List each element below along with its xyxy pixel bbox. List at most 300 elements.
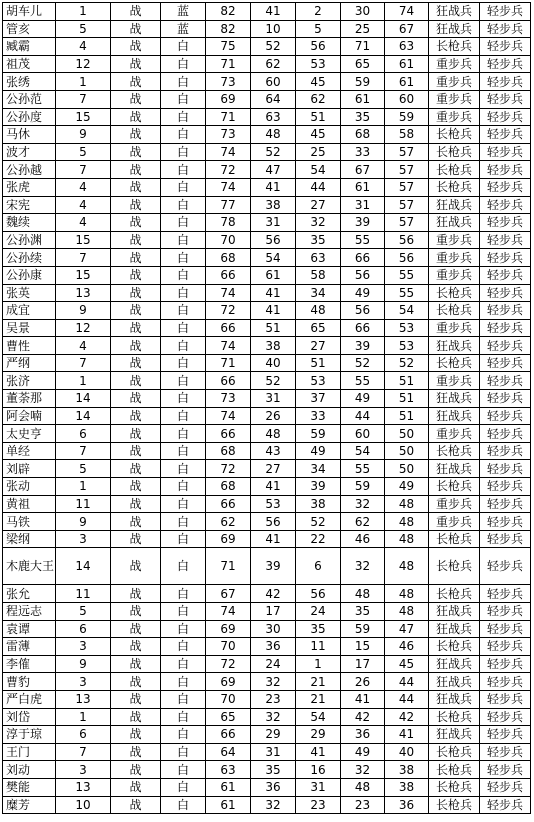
stat-3-cell: 56: [296, 38, 341, 56]
general-stats-table: [2, 2, 531, 814]
stat-3-cell: 54: [296, 708, 341, 726]
stat-2-cell: 32: [251, 673, 296, 691]
stat-4-cell: 46: [341, 530, 385, 548]
stat-3-cell: 1: [296, 655, 341, 673]
type-cell: 战: [111, 460, 161, 478]
name-cell: 马休: [3, 126, 56, 144]
stat-2-cell: 30: [251, 620, 296, 638]
stat-2-cell: 52: [251, 372, 296, 390]
stat-1-cell: 74: [206, 337, 251, 355]
troop-cell: 长枪兵: [429, 302, 480, 320]
type-cell: 战: [111, 214, 161, 232]
stat-5-cell: 59: [385, 108, 429, 126]
infantry-cell: 轻步兵: [480, 390, 531, 408]
number-cell: 5: [56, 460, 111, 478]
stat-1-cell: 71: [206, 548, 251, 585]
stat-5-cell: 44: [385, 690, 429, 708]
infantry-cell: 轻步兵: [480, 690, 531, 708]
type-cell: 战: [111, 266, 161, 284]
color-cell: 白: [161, 726, 206, 744]
name-cell: 马铁: [3, 513, 56, 531]
stat-5-cell: 53: [385, 319, 429, 337]
stat-5-cell: 57: [385, 161, 429, 179]
table-row: [3, 513, 531, 531]
stat-1-cell: 71: [206, 108, 251, 126]
stat-4-cell: 59: [341, 478, 385, 496]
infantry-cell: 轻步兵: [480, 708, 531, 726]
table-row: [3, 231, 531, 249]
stat-1-cell: 64: [206, 743, 251, 761]
color-cell: 白: [161, 143, 206, 161]
stat-1-cell: 74: [206, 284, 251, 302]
table-row: [3, 726, 531, 744]
infantry-cell: 轻步兵: [480, 673, 531, 691]
stat-4-cell: 41: [341, 690, 385, 708]
troop-cell: 长枪兵: [429, 761, 480, 779]
type-cell: 战: [111, 673, 161, 691]
stat-2-cell: 48: [251, 425, 296, 443]
type-cell: 战: [111, 126, 161, 144]
name-cell: 阿会喃: [3, 407, 56, 425]
name-cell: 公孙度: [3, 108, 56, 126]
table-row: [3, 620, 531, 638]
stat-5-cell: 50: [385, 442, 429, 460]
infantry-cell: 轻步兵: [480, 284, 531, 302]
stat-5-cell: 47: [385, 620, 429, 638]
troop-cell: 重步兵: [429, 319, 480, 337]
number-cell: 9: [56, 513, 111, 531]
color-cell: 白: [161, 655, 206, 673]
stat-4-cell: 48: [341, 585, 385, 603]
stat-4-cell: 33: [341, 143, 385, 161]
stat-3-cell: 41: [296, 743, 341, 761]
table-row: [3, 161, 531, 179]
color-cell: 蓝: [161, 3, 206, 21]
type-cell: 战: [111, 73, 161, 91]
type-cell: 战: [111, 143, 161, 161]
troop-cell: 长枪兵: [429, 38, 480, 56]
type-cell: 战: [111, 548, 161, 585]
stat-2-cell: 51: [251, 319, 296, 337]
troop-cell: 重步兵: [429, 249, 480, 267]
infantry-cell: 轻步兵: [480, 231, 531, 249]
stat-1-cell: 74: [206, 143, 251, 161]
infantry-cell: 轻步兵: [480, 249, 531, 267]
stat-5-cell: 67: [385, 20, 429, 38]
number-cell: 3: [56, 530, 111, 548]
type-cell: 战: [111, 638, 161, 656]
stat-4-cell: 61: [341, 178, 385, 196]
type-cell: 战: [111, 231, 161, 249]
table-row: [3, 337, 531, 355]
name-cell: 李傕: [3, 655, 56, 673]
troop-cell: 长枪兵: [429, 126, 480, 144]
infantry-cell: 轻步兵: [480, 90, 531, 108]
table-row: [3, 126, 531, 144]
stat-3-cell: 45: [296, 73, 341, 91]
stat-1-cell: 68: [206, 478, 251, 496]
number-cell: 11: [56, 585, 111, 603]
stat-1-cell: 66: [206, 266, 251, 284]
stat-5-cell: 58: [385, 126, 429, 144]
infantry-cell: 轻步兵: [480, 214, 531, 232]
color-cell: 白: [161, 708, 206, 726]
type-cell: 战: [111, 337, 161, 355]
number-cell: 12: [56, 319, 111, 337]
stat-2-cell: 40: [251, 354, 296, 372]
stat-5-cell: 55: [385, 266, 429, 284]
stat-4-cell: 68: [341, 126, 385, 144]
stat-5-cell: 49: [385, 478, 429, 496]
stat-2-cell: 41: [251, 3, 296, 21]
table-row: [3, 407, 531, 425]
stat-5-cell: 56: [385, 231, 429, 249]
stat-1-cell: 61: [206, 796, 251, 814]
troop-cell: 狂战兵: [429, 390, 480, 408]
stat-1-cell: 61: [206, 778, 251, 796]
name-cell: 公孙范: [3, 90, 56, 108]
stat-2-cell: 48: [251, 126, 296, 144]
table-row: [3, 55, 531, 73]
stat-1-cell: 68: [206, 249, 251, 267]
type-cell: 战: [111, 196, 161, 214]
type-cell: 战: [111, 90, 161, 108]
name-cell: 公孙渊: [3, 231, 56, 249]
stat-3-cell: 33: [296, 407, 341, 425]
color-cell: 白: [161, 354, 206, 372]
troop-cell: 狂战兵: [429, 655, 480, 673]
stat-1-cell: 71: [206, 55, 251, 73]
number-cell: 9: [56, 126, 111, 144]
table-row: [3, 3, 531, 21]
name-cell: 梁纲: [3, 530, 56, 548]
type-cell: 战: [111, 302, 161, 320]
type-cell: 战: [111, 390, 161, 408]
stat-4-cell: 31: [341, 196, 385, 214]
infantry-cell: 轻步兵: [480, 143, 531, 161]
number-cell: 15: [56, 231, 111, 249]
name-cell: 董荼那: [3, 390, 56, 408]
stat-2-cell: 62: [251, 55, 296, 73]
type-cell: 战: [111, 495, 161, 513]
stat-2-cell: 61: [251, 266, 296, 284]
stat-4-cell: 15: [341, 638, 385, 656]
stat-3-cell: 6: [296, 548, 341, 585]
type-cell: 战: [111, 655, 161, 673]
color-cell: 白: [161, 425, 206, 443]
number-cell: 9: [56, 655, 111, 673]
number-cell: 12: [56, 55, 111, 73]
stat-3-cell: 51: [296, 354, 341, 372]
troop-cell: 长枪兵: [429, 143, 480, 161]
stat-2-cell: 43: [251, 442, 296, 460]
number-cell: 7: [56, 161, 111, 179]
stat-1-cell: 70: [206, 231, 251, 249]
number-cell: 4: [56, 178, 111, 196]
table-row: [3, 778, 531, 796]
stat-4-cell: 35: [341, 108, 385, 126]
number-cell: 4: [56, 38, 111, 56]
stat-2-cell: 23: [251, 690, 296, 708]
stat-2-cell: 42: [251, 585, 296, 603]
type-cell: 战: [111, 761, 161, 779]
stat-3-cell: 2: [296, 3, 341, 21]
infantry-cell: 轻步兵: [480, 161, 531, 179]
stat-5-cell: 60: [385, 90, 429, 108]
infantry-cell: 轻步兵: [480, 55, 531, 73]
stat-5-cell: 38: [385, 761, 429, 779]
stat-1-cell: 69: [206, 530, 251, 548]
stat-2-cell: 29: [251, 726, 296, 744]
stat-4-cell: 66: [341, 249, 385, 267]
infantry-cell: 轻步兵: [480, 337, 531, 355]
table-row: [3, 108, 531, 126]
stat-4-cell: 49: [341, 390, 385, 408]
number-cell: 1: [56, 372, 111, 390]
stat-5-cell: 56: [385, 249, 429, 267]
stat-3-cell: 53: [296, 55, 341, 73]
stat-2-cell: 56: [251, 513, 296, 531]
name-cell: 张虎: [3, 178, 56, 196]
color-cell: 白: [161, 266, 206, 284]
table-row: [3, 530, 531, 548]
type-cell: 战: [111, 620, 161, 638]
number-cell: 3: [56, 638, 111, 656]
name-cell: 管亥: [3, 20, 56, 38]
number-cell: 4: [56, 196, 111, 214]
color-cell: 白: [161, 249, 206, 267]
number-cell: 1: [56, 73, 111, 91]
infantry-cell: 轻步兵: [480, 38, 531, 56]
type-cell: 战: [111, 425, 161, 443]
number-cell: 3: [56, 673, 111, 691]
infantry-cell: 轻步兵: [480, 585, 531, 603]
troop-cell: 狂战兵: [429, 460, 480, 478]
number-cell: 7: [56, 743, 111, 761]
infantry-cell: 轻步兵: [480, 196, 531, 214]
infantry-cell: 轻步兵: [480, 761, 531, 779]
number-cell: 5: [56, 143, 111, 161]
stat-2-cell: 32: [251, 796, 296, 814]
name-cell: 袁谭: [3, 620, 56, 638]
stat-1-cell: 66: [206, 726, 251, 744]
stat-4-cell: 32: [341, 495, 385, 513]
name-cell: 公孙康: [3, 266, 56, 284]
stat-1-cell: 72: [206, 161, 251, 179]
stat-5-cell: 48: [385, 585, 429, 603]
table-row: [3, 73, 531, 91]
stat-1-cell: 74: [206, 407, 251, 425]
table-row: [3, 495, 531, 513]
number-cell: 5: [56, 20, 111, 38]
type-cell: 战: [111, 284, 161, 302]
name-cell: 木鹿大王: [3, 548, 56, 585]
infantry-cell: 轻步兵: [480, 407, 531, 425]
infantry-cell: 轻步兵: [480, 638, 531, 656]
infantry-cell: 轻步兵: [480, 655, 531, 673]
color-cell: 白: [161, 161, 206, 179]
stat-4-cell: 49: [341, 284, 385, 302]
stat-1-cell: 73: [206, 390, 251, 408]
number-cell: 14: [56, 548, 111, 585]
stat-2-cell: 56: [251, 231, 296, 249]
name-cell: 淳于琼: [3, 726, 56, 744]
stat-5-cell: 50: [385, 425, 429, 443]
type-cell: 战: [111, 530, 161, 548]
color-cell: 白: [161, 407, 206, 425]
stat-3-cell: 27: [296, 196, 341, 214]
table-row: [3, 603, 531, 621]
color-cell: 白: [161, 55, 206, 73]
number-cell: 3: [56, 761, 111, 779]
table-row: [3, 143, 531, 161]
name-cell: 严纲: [3, 354, 56, 372]
stat-1-cell: 66: [206, 495, 251, 513]
stat-4-cell: 66: [341, 319, 385, 337]
stat-3-cell: 11: [296, 638, 341, 656]
color-cell: 白: [161, 390, 206, 408]
number-cell: 4: [56, 214, 111, 232]
stat-5-cell: 57: [385, 214, 429, 232]
stat-3-cell: 45: [296, 126, 341, 144]
stat-5-cell: 50: [385, 460, 429, 478]
troop-cell: 狂战兵: [429, 337, 480, 355]
type-cell: 战: [111, 108, 161, 126]
table-row: [3, 743, 531, 761]
color-cell: 白: [161, 548, 206, 585]
type-cell: 战: [111, 372, 161, 390]
stat-4-cell: 49: [341, 743, 385, 761]
stat-3-cell: 65: [296, 319, 341, 337]
table-row: [3, 302, 531, 320]
stat-2-cell: 17: [251, 603, 296, 621]
number-cell: 14: [56, 390, 111, 408]
stat-5-cell: 45: [385, 655, 429, 673]
troop-cell: 重步兵: [429, 231, 480, 249]
stat-2-cell: 36: [251, 638, 296, 656]
stat-3-cell: 16: [296, 761, 341, 779]
stat-1-cell: 72: [206, 302, 251, 320]
name-cell: 吴景: [3, 319, 56, 337]
stat-3-cell: 37: [296, 390, 341, 408]
name-cell: 太史亨: [3, 425, 56, 443]
color-cell: 白: [161, 620, 206, 638]
stat-3-cell: 22: [296, 530, 341, 548]
number-cell: 7: [56, 90, 111, 108]
number-cell: 5: [56, 603, 111, 621]
infantry-cell: 轻步兵: [480, 20, 531, 38]
type-cell: 战: [111, 796, 161, 814]
table-row: [3, 478, 531, 496]
name-cell: 张绣: [3, 73, 56, 91]
table-row: [3, 178, 531, 196]
infantry-cell: 轻步兵: [480, 178, 531, 196]
stat-3-cell: 39: [296, 478, 341, 496]
troop-cell: 狂战兵: [429, 620, 480, 638]
stat-5-cell: 52: [385, 354, 429, 372]
stat-1-cell: 69: [206, 620, 251, 638]
infantry-cell: 轻步兵: [480, 354, 531, 372]
name-cell: 黄祖: [3, 495, 56, 513]
stat-5-cell: 44: [385, 673, 429, 691]
name-cell: 刘动: [3, 761, 56, 779]
infantry-cell: 轻步兵: [480, 495, 531, 513]
table-row: [3, 425, 531, 443]
stat-1-cell: 63: [206, 761, 251, 779]
type-cell: 战: [111, 38, 161, 56]
name-cell: 程远志: [3, 603, 56, 621]
stat-2-cell: 31: [251, 743, 296, 761]
troop-cell: 狂战兵: [429, 214, 480, 232]
color-cell: 白: [161, 495, 206, 513]
stat-2-cell: 41: [251, 302, 296, 320]
stat-1-cell: 62: [206, 513, 251, 531]
stat-5-cell: 53: [385, 337, 429, 355]
color-cell: 白: [161, 603, 206, 621]
stat-3-cell: 63: [296, 249, 341, 267]
type-cell: 战: [111, 249, 161, 267]
stat-3-cell: 52: [296, 513, 341, 531]
stat-4-cell: 39: [341, 337, 385, 355]
troop-cell: 长枪兵: [429, 442, 480, 460]
stat-5-cell: 51: [385, 407, 429, 425]
table-row: [3, 655, 531, 673]
number-cell: 6: [56, 726, 111, 744]
table-row: [3, 319, 531, 337]
color-cell: 白: [161, 108, 206, 126]
stat-2-cell: 10: [251, 20, 296, 38]
infantry-cell: 轻步兵: [480, 743, 531, 761]
stat-1-cell: 68: [206, 442, 251, 460]
stat-4-cell: 60: [341, 425, 385, 443]
stat-3-cell: 25: [296, 143, 341, 161]
name-cell: 公孙越: [3, 161, 56, 179]
infantry-cell: 轻步兵: [480, 442, 531, 460]
number-cell: 13: [56, 778, 111, 796]
stat-5-cell: 38: [385, 778, 429, 796]
type-cell: 战: [111, 778, 161, 796]
stat-3-cell: 27: [296, 337, 341, 355]
troop-cell: 长枪兵: [429, 530, 480, 548]
color-cell: 白: [161, 513, 206, 531]
stat-4-cell: 35: [341, 603, 385, 621]
name-cell: 刘岱: [3, 708, 56, 726]
stat-4-cell: 65: [341, 55, 385, 73]
color-cell: 白: [161, 231, 206, 249]
stat-3-cell: 53: [296, 372, 341, 390]
number-cell: 13: [56, 284, 111, 302]
stat-2-cell: 52: [251, 38, 296, 56]
infantry-cell: 轻步兵: [480, 478, 531, 496]
table-row: [3, 284, 531, 302]
name-cell: 樊能: [3, 778, 56, 796]
stat-2-cell: 53: [251, 495, 296, 513]
type-cell: 战: [111, 55, 161, 73]
stat-1-cell: 66: [206, 319, 251, 337]
stat-2-cell: 39: [251, 548, 296, 585]
color-cell: 白: [161, 673, 206, 691]
stat-1-cell: 74: [206, 603, 251, 621]
type-cell: 战: [111, 178, 161, 196]
color-cell: 白: [161, 73, 206, 91]
type-cell: 战: [111, 690, 161, 708]
stat-2-cell: 31: [251, 390, 296, 408]
stat-4-cell: 61: [341, 90, 385, 108]
table-row: [3, 249, 531, 267]
troop-cell: 长枪兵: [429, 638, 480, 656]
number-cell: 14: [56, 407, 111, 425]
stat-3-cell: 32: [296, 214, 341, 232]
